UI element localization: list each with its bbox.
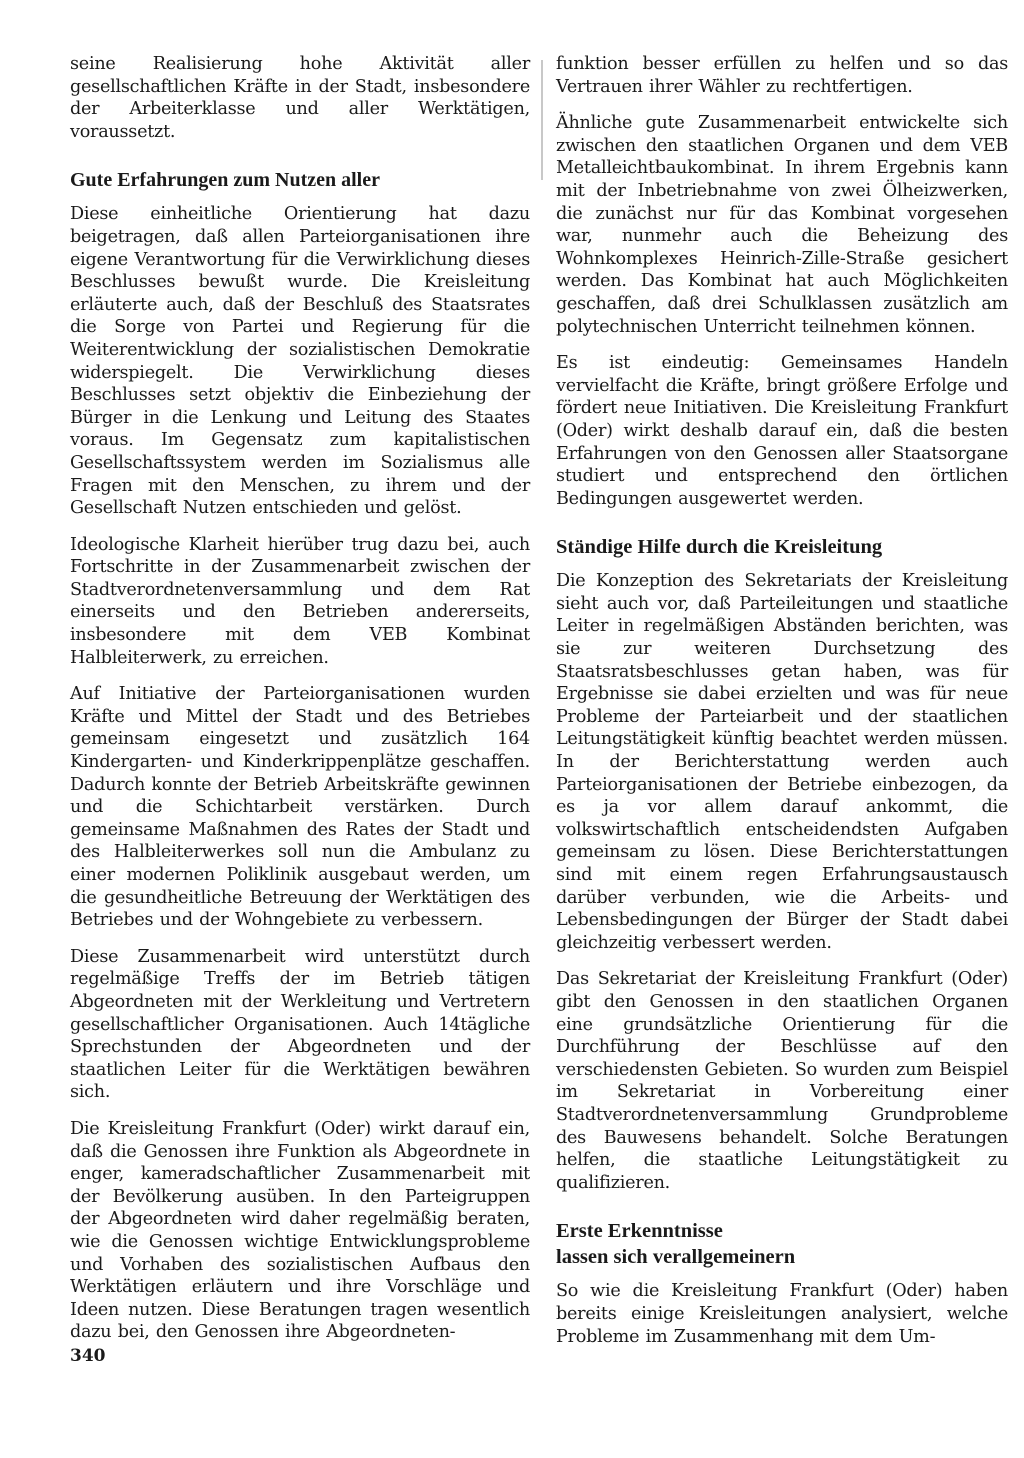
page-number: 340 [70, 1346, 106, 1366]
right-column [556, 53, 1008, 1362]
left-column [70, 53, 530, 1358]
section-heading: Ständige Hilfe durch die Kreisleitung [556, 536, 883, 559]
paragraph: funktion besser erfüllen zu helfen und so das Vertrauen ihrer Wähler zu rechtfertigen. [556, 54, 1008, 97]
paragraph: seine Realisierung hohe Aktivität aller gesellschaftlichen Kräfte in der Stadt, insbesondere der Arbeiterklasse und aller Werktätigen, voraussetzt. [70, 54, 530, 142]
heading-line: Erste Erkenntnisse [556, 1220, 723, 1243]
paragraph: Es ist eindeutig: Gemeinsames Handeln vervielfacht die Kräfte, bringt größere Erfolge und fördert neue Initiativen. Die Kreisleitung Frankfurt (Oder) wirkt deshalb darauf ein, daß die besten Erfahrungen von den Genossen aller Staatsorgane studiert und entsprechend den örtlichen Bedingungen ausgewertet werden. [556, 353, 1008, 509]
scan-margin-mark [541, 60, 543, 180]
paragraph: Ideologische Klarheit hierüber trug dazu bei, auch Fortschritte in der Zusammenarbeit zwischen der Stadtverordnetenversammlung und dem Rat einerseits und den Betrieben andererseits, insbesondere mit dem VEB Kombinat Halbleiterwerk, zu erreichen. [70, 534, 530, 668]
paragraph: Das Sekretariat der Kreisleitung Frankfurt (Oder) gibt den Genossen in den staatlichen Organen eine grundsätzliche Orientierung für die Durchführung der Beschlüsse auf den verschiedensten Gebieten. So wurden zum Beispiel im Sekretariat in Vorbereitung einer Stadtverordnetenversammlung Grundprobleme des Bauwesens behandelt. Solche Beratungen helfen, die staatliche Leitungstätigkeit zu qualifizieren. [556, 969, 1008, 1193]
paragraph: Diese Zusammenarbeit wird unterstützt durch regelmäßige Treffs der im Betrieb tätigen Abgeordneten mit der Werkleitung und Vertretern gesellschaftlicher Organisationen. Auch 14tägliche Sprechstunden der Abgeordneten und der staatlichen Leiter für die Werktätigen bewähren sich. [70, 946, 530, 1103]
paragraph: Die Konzeption des Sekretariats der Kreisleitung sieht auch vor, daß Parteileitungen und staatliche Leiter in regelmäßigen Abständen berichten, was sie zur weiteren Durchsetzung des Staatsratsbeschlusses getan haben, was für Ergebnisse sie dabei erzielten und was für neue Probleme der Parteiarbeit und der staatlichen Leitungstätigkeit künftig beachtet werden müssen. In der Berichterstattung werden auch Parteiorganisationen der Betriebe einbezogen, da es ja vor allem darauf ankommt, die volkswirtschaftlich entscheidendsten Aufgaben gemeinsam zu lösen. Diese Berichterstattungen sind mit einem regen Erfahrungsaustausch darüber verbunden, wie die Arbeits- und Lebensbedingungen der Bürger der Stadt dabei gleichzeitig verbessert werden. [556, 571, 1008, 953]
heading-line: lassen sich verallgemeinern [556, 1246, 796, 1269]
paragraph: Auf Initiative der Parteiorganisationen wurden Kräfte und Mittel der Stadt und des Betriebes gemeinsam eingesetzt und zusätzlich 164 Kindergarten- und Kinderkrippenplätze geschaffen. Dadurch konnte der Betrieb Arbeitskräfte gewinnen und die Schichtarbeit verstärken. Durch gemeinsame Maßnahmen des Rates der Stadt und des Halbleiterwerkes soll nun die Ambulanz zu einer modernen Poliklinik ausgebaut werden, um die gesundheitliche Betreuung der Werktätigen des Betriebes und der Wohngebiete zu verbessern. [70, 684, 530, 931]
section-heading [556, 1218, 1008, 1270]
paragraph: Diese einheitliche Orientierung hat dazu beigetragen, daß allen Parteiorganisationen ihre eigene Verantwortung für die Verwirklichung dieses Beschlusses bewußt wurde. Die Kreisleitung erläuterte auch, daß der Beschluß des Staatsrates die Sorge von Partei und Regierung für die Weiterentwicklung der sozialistischen Demokratie widerspiegelt. Die Verwirklichung dieses Beschlusses setzt objektiv die Einbeziehung der Bürger in die Lenkung und Leitung des Staates voraus. Im Gegensatz zum kapitalistischen Gesellschaftssystem werden im Sozialismus alle Fragen mit den Menschen, zu ihrem und der Gesellschaft Nutzen entschieden und gelöst. [70, 204, 530, 519]
paragraph: Die Kreisleitung Frankfurt (Oder) wirkt darauf ein, daß die Genossen ihre Funktion als Abgeordnete in enger, kameradschaftlicher Zusammenarbeit mit der Bevölkerung ausüben. In den Parteigruppen der Abgeordneten wird daher regelmäßig beraten, wie die Genossen wichtige Entwicklungsprobleme und Vorhaben des sozialistischen Aufbaus den Werktätigen erläutern und ihre Vorschläge und Ideen nutzen. Diese Beratungen tragen wesentlich dazu bei, den Genossen ihre Abgeordneten- [70, 1118, 530, 1343]
section-heading: Gute Erfahrungen zum Nutzen aller [70, 169, 380, 192]
paragraph: Ähnliche gute Zusammenarbeit entwickelte sich zwischen den staatlichen Organen und dem VEB Metalleichtbaukombinat. In ihrem Ergebnis kann mit der Inbetriebnahme von zwei Ölheizwerken, die zunächst nur für das Kombinat vorgesehen war, nunmehr auch die Beheizung des Wohnkomplexes Heinrich-Zille-Straße gesichert werden. Das Kombinat hat auch Möglichkeiten geschaffen, daß drei Schulklassen zusätzlich am polytechnischen Unterricht teilnehmen können. [556, 113, 1008, 337]
paragraph: So wie die Kreisleitung Frankfurt (Oder) haben bereits einige Kreisleitungen analysiert, welche Probleme im Zusammenhang mit dem Um- [556, 1281, 1008, 1347]
